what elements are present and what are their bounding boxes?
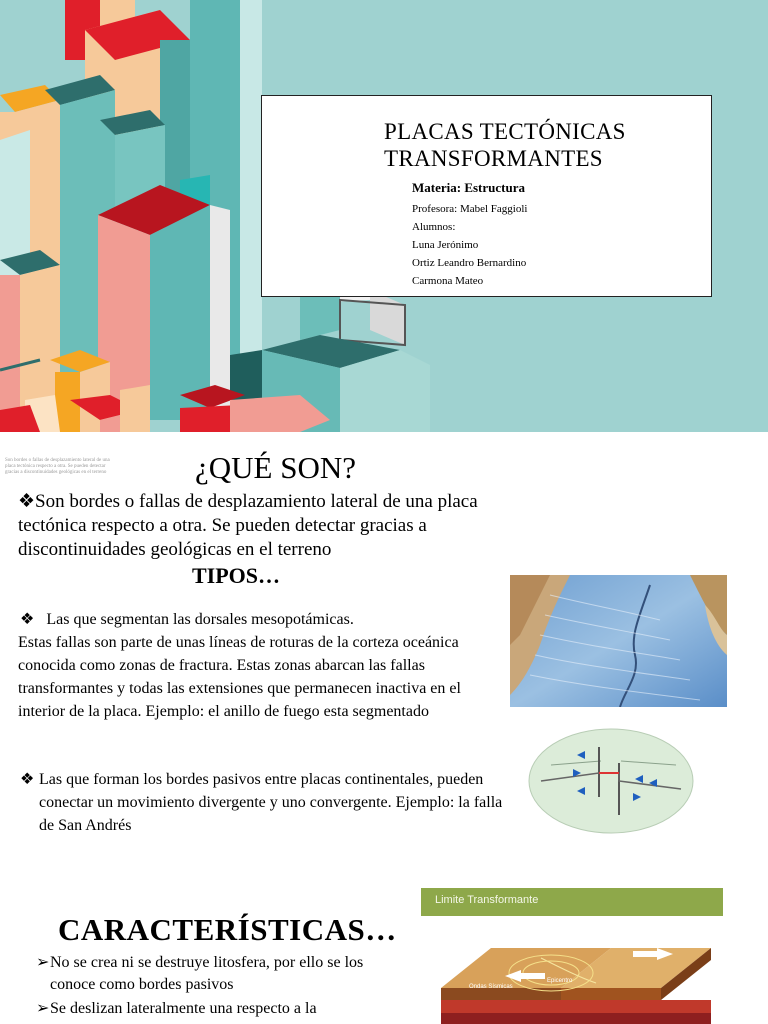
arrow-bullet-icon: ➢ (36, 954, 50, 971)
type-2-block (20, 768, 509, 837)
characteristics-slide (0, 864, 768, 1024)
types-heading: TIPOS… (192, 563, 281, 588)
transform-boundary-figure (421, 888, 723, 1024)
type-1-title: Las que segmentan las dorsales mesopotámicas. (46, 611, 354, 628)
characteristics-list (36, 952, 376, 1022)
diamond-bullet-icon: ❖ (20, 611, 35, 628)
arrow-bullet-icon: ➢ (36, 1000, 50, 1017)
title-card (261, 95, 712, 297)
title-slide (0, 0, 768, 432)
students-label: Alumnos: (412, 221, 456, 233)
figure-title: Limite Transformante (435, 894, 539, 906)
diamond-bullet-icon: ❖ (18, 491, 36, 512)
presentation-title-line-1: PLACAS TECTÓNICAS (384, 119, 626, 144)
student-name: Luna Jerónimo (412, 239, 479, 251)
type-1-body: Estas fallas son parte de unas líneas de roturas de la corteza oceánica conocida como zonas de fractura. Estas zonas abarcan las fallas transformantes y todas las extensiones que permanecen inactiva en el interior de la placa. Ejemplo: el anillo de fuego esta segmentado (18, 634, 461, 720)
epicenter-label: Epicentro (547, 978, 573, 984)
type-2-text: Las que forman los bordes pasivos entre placas continentales, pueden conectar un movimiento divergente y uno convergente. Ejemplo: la falla de San Andrés (39, 771, 503, 834)
definition-slide (0, 432, 768, 864)
student-name: Carmona Mateo (412, 275, 484, 287)
student-name: Ortiz Leandro Bernardino (412, 257, 527, 269)
seismic-waves-label: Ondas Sísmicas (469, 984, 513, 990)
characteristics-heading: CARACTERÍSTICAS… (58, 912, 397, 947)
que-son-heading: ¿QUÉ SON? (195, 450, 356, 485)
list-item: ➢No se crea ni se destruye litosfera, por ello se los conoce como bordes pasivos (36, 954, 364, 993)
diamond-bullet-icon: ❖ (20, 771, 35, 788)
definition-text: Son bordes o fallas de desplazamiento lateral de una placa tectónica respecto a otra. Se pueden detectar gracias a discontinuidades geológicas en el terreno (18, 491, 478, 560)
list-item: ➢Se deslizan lateralmente una respecto a la (36, 998, 376, 1020)
teacher-label: Profesora: Mabel Faggioli (412, 203, 528, 215)
presentation-title-line-2: TRANSFORMANTES (384, 146, 603, 171)
type-1-block (18, 608, 498, 723)
ocean-floor-relief-image (510, 575, 727, 707)
faint-note-text: Son bordes o fallas de desplazamiento lateral de una placa tectónica respecto a otra. Se pueden detectar gracias a discontinuidades geológicas en el terreno (5, 458, 110, 475)
transform-fault-diagram (511, 717, 711, 845)
subject-label: Materia: Estructura (412, 180, 525, 195)
definition-paragraph (18, 490, 518, 562)
